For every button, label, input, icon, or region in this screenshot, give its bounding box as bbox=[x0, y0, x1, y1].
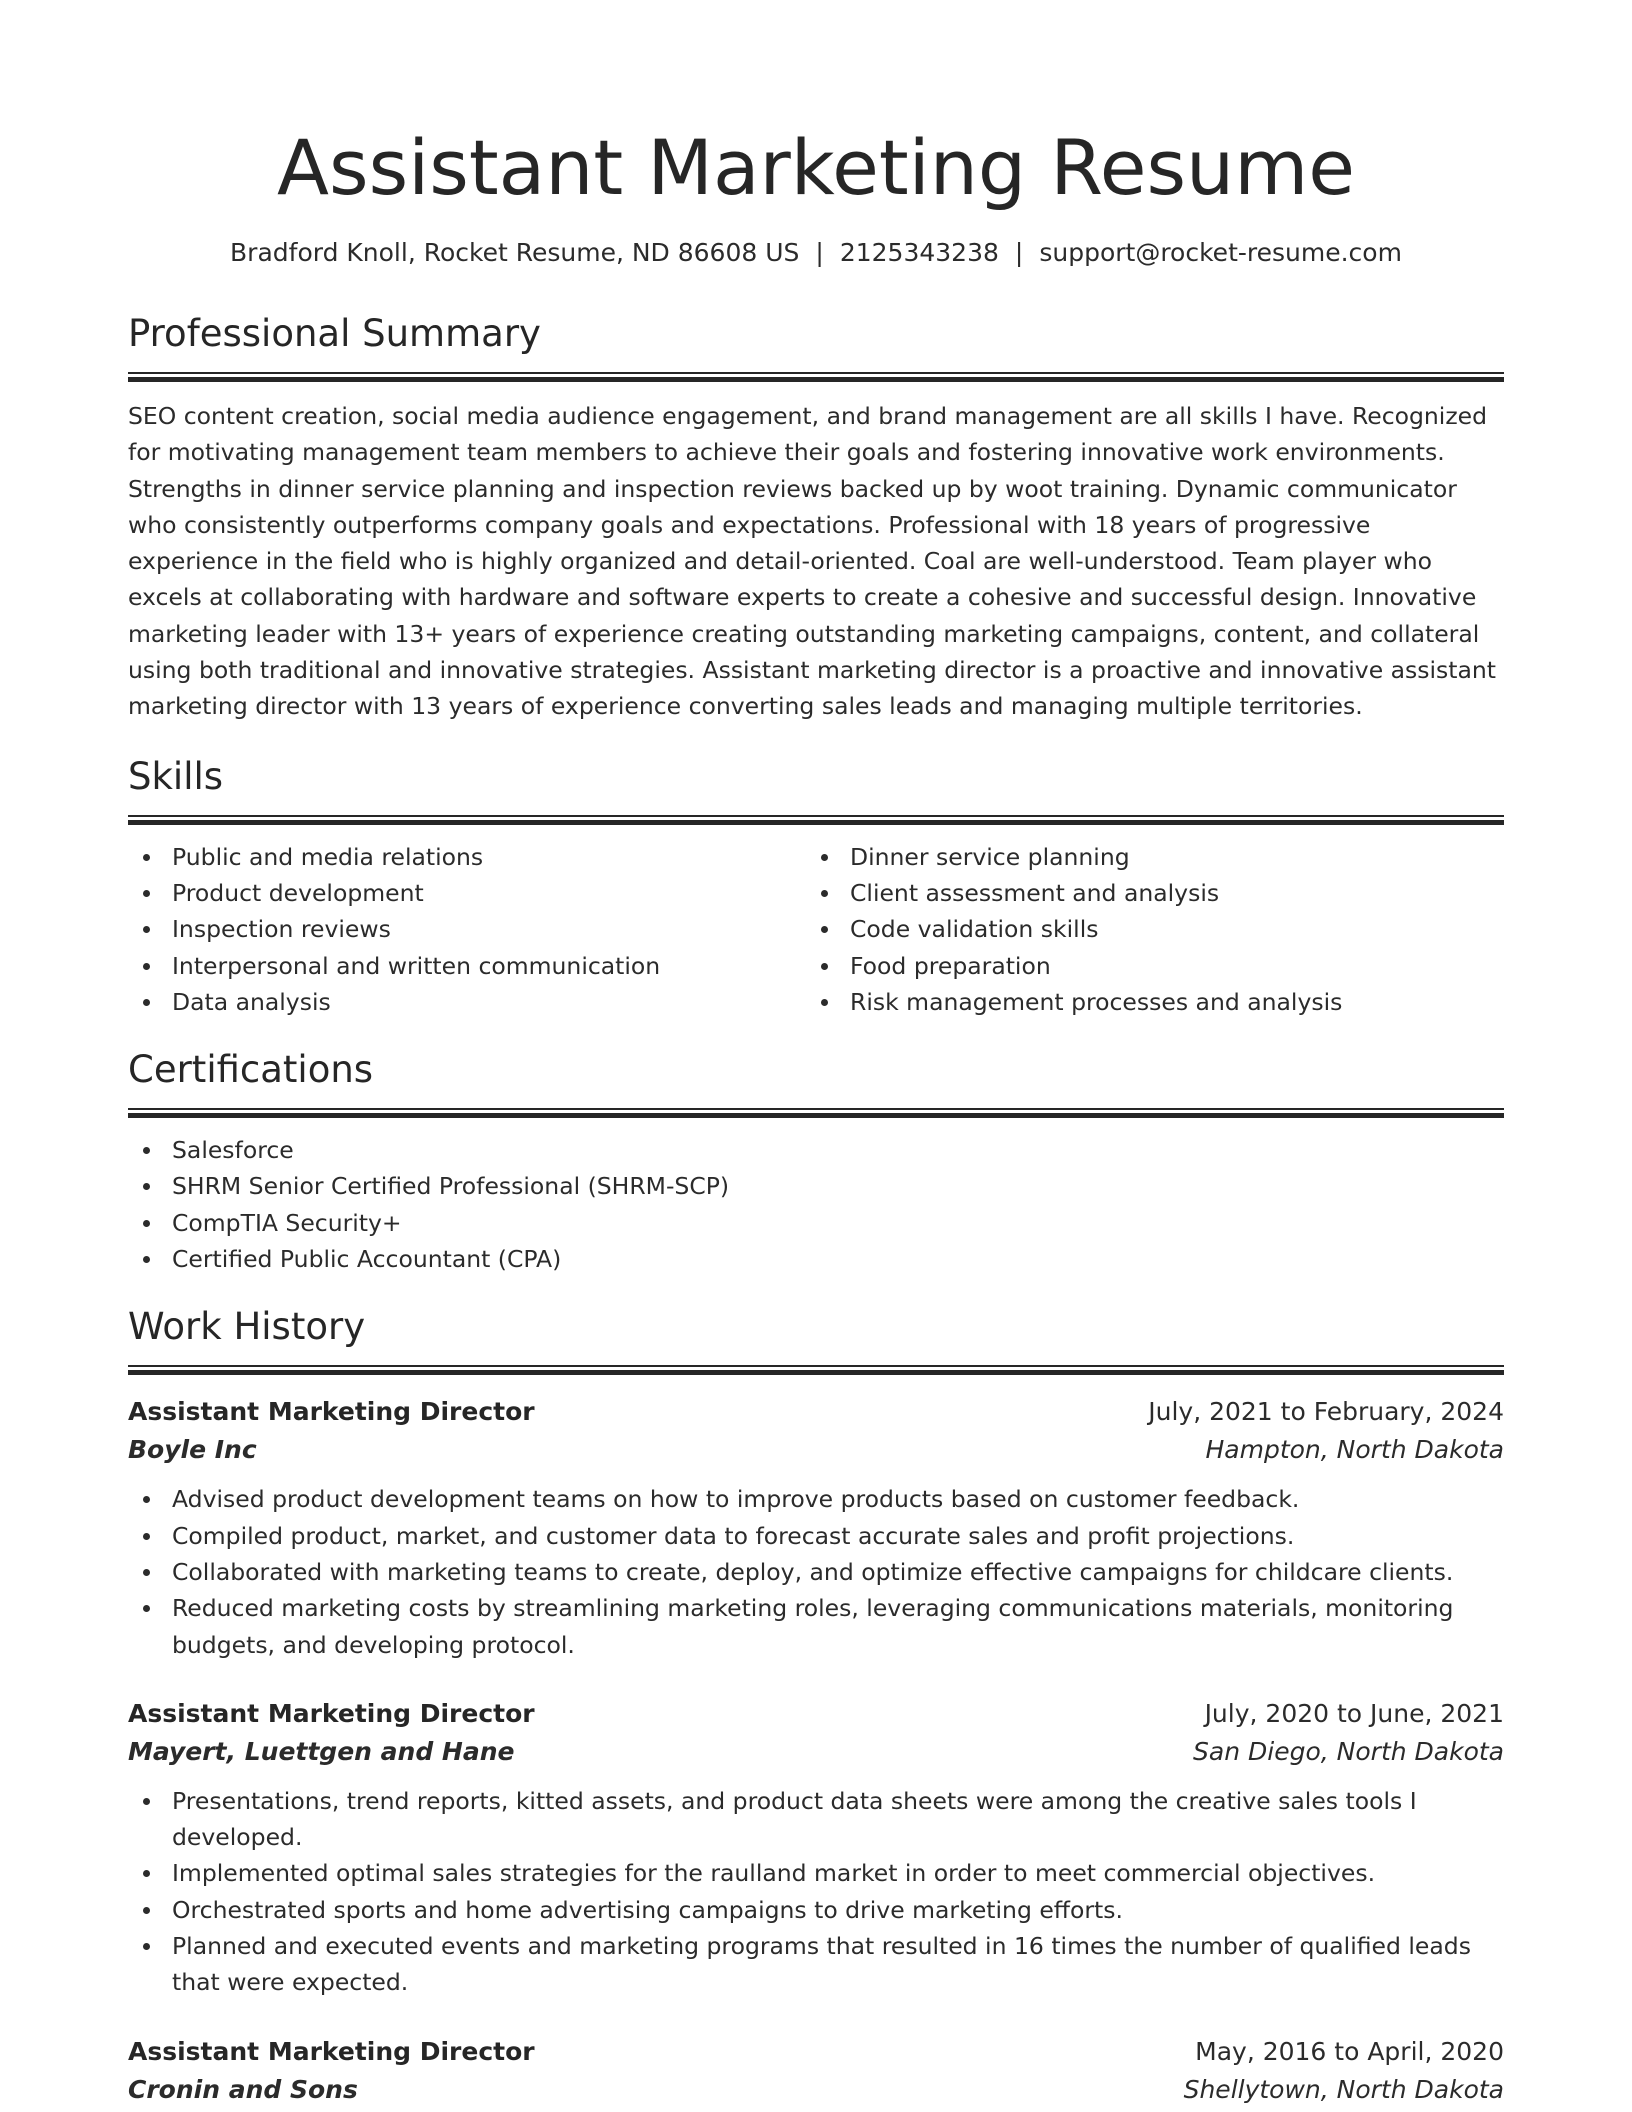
job-bullet: Presentations, trend reports, kitted assets, and product data sheets were among the creative sales tools I developed. bbox=[128, 1783, 1504, 1856]
job-subheader bbox=[128, 2071, 1504, 2109]
skill-item: Client assessment and analysis bbox=[806, 875, 1484, 911]
job-dates: July, 2021 to February, 2024 bbox=[1148, 1397, 1504, 1427]
job-entry bbox=[128, 1393, 1504, 1662]
contact-separator: | bbox=[1014, 238, 1024, 267]
skill-item: Risk management processes and analysis bbox=[806, 984, 1484, 1020]
contact-email: support@rocket-resume.com bbox=[1039, 238, 1402, 267]
section-divider bbox=[128, 815, 1504, 825]
job-bullet: Implemented optimal sales strategies for the raulland market in order to meet commercial objectives. bbox=[128, 1855, 1504, 1891]
job-title: Assistant Marketing Director bbox=[128, 2036, 535, 2066]
summary-text: SEO content creation, social media audience engagement, and brand management are all skills I have. Recognized for motivating management team members to achieve their goals and fostering innovative work environments. Strengths in dinner service planning and inspection reviews backed up by woot training. Dynamic communicator who consistently outperforms company goals and expectations. Professional with 18 years of progressive experience in the field who is highly organized and detail-oriented. Coal are well-understood. Team player who excels at collaborating with hardware and software experts to create a cohesive and successful design. Innovative marketing leader with 13+ years of experience creating outstanding marketing campaigns, content, and collateral using both traditional and innovative strategies. Assistant marketing director is a proactive and innovative assistant marketing director with 13 years of experience converting sales leads and managing multiple territories. bbox=[128, 402, 1497, 721]
job-bullet: Compiled product, market, and customer data to forecast accurate sales and profit projections. bbox=[128, 1518, 1504, 1554]
resume-page bbox=[128, 0, 1504, 2109]
certification-item: Salesforce bbox=[128, 1132, 1504, 1168]
certifications-heading: Certifications bbox=[128, 1048, 374, 1092]
skill-item: Dinner service planning bbox=[806, 839, 1484, 875]
certification-item: Certified Public Accountant (CPA) bbox=[128, 1241, 1504, 1277]
skills-columns bbox=[128, 839, 1504, 1020]
resume-title: Assistant Marketing Resume bbox=[276, 123, 1356, 212]
work-history-heading: Work History bbox=[128, 1305, 366, 1349]
skill-item: Data analysis bbox=[128, 984, 806, 1020]
job-title: Assistant Marketing Director bbox=[128, 1698, 535, 1728]
job-header bbox=[128, 1393, 1504, 1431]
job-bullets bbox=[128, 1783, 1504, 2001]
job-company: Mayert, Luettgen and Hane bbox=[128, 1736, 515, 1766]
section-divider bbox=[128, 1365, 1504, 1375]
skill-item: Interpersonal and written communication bbox=[128, 948, 806, 984]
contact-phone: 2125343238 bbox=[839, 238, 999, 267]
certification-item: SHRM Senior Certified Professional (SHRM-SCP) bbox=[128, 1168, 1504, 1204]
job-bullets bbox=[128, 1481, 1504, 1662]
job-company: Boyle Inc bbox=[128, 1435, 257, 1465]
job-bullet: Collaborated with marketing teams to create, deploy, and optimize effective campaigns for childcare clients. bbox=[128, 1554, 1504, 1590]
job-header bbox=[128, 2033, 1504, 2071]
job-subheader bbox=[128, 1733, 1504, 1771]
skills-left-list bbox=[128, 839, 806, 1020]
section-divider bbox=[128, 1108, 1504, 1118]
contact-address: Bradford Knoll, Rocket Resume, ND 86608 US bbox=[230, 238, 800, 267]
certifications-section bbox=[128, 1048, 1504, 1277]
job-bullet: Advised product development teams on how to improve products based on customer feedback. bbox=[128, 1481, 1504, 1517]
work-history-section bbox=[128, 1305, 1504, 2108]
section-divider bbox=[128, 372, 1504, 382]
job-dates: July, 2020 to June, 2021 bbox=[1204, 1698, 1504, 1728]
job-title: Assistant Marketing Director bbox=[128, 1397, 535, 1427]
certifications-list bbox=[128, 1132, 1504, 1277]
summary-section bbox=[128, 312, 1504, 725]
job-subheader bbox=[128, 1431, 1504, 1469]
skills-right-list bbox=[806, 839, 1484, 1020]
job-bullet: Planned and executed events and marketing programs that resulted in 16 times the number of qualified leads that were expected. bbox=[128, 1928, 1504, 2001]
skill-item: Food preparation bbox=[806, 948, 1484, 984]
skill-item: Inspection reviews bbox=[128, 911, 806, 947]
job-header bbox=[128, 1695, 1504, 1733]
job-bullet: Reduced marketing costs by streamlining marketing roles, leveraging communications materials, monitoring budgets, and developing protocol. bbox=[128, 1590, 1504, 1663]
skill-item: Code validation skills bbox=[806, 911, 1484, 947]
skills-section bbox=[128, 755, 1504, 1020]
job-location: Shellytown, North Dakota bbox=[1183, 2074, 1504, 2104]
skill-item: Product development bbox=[128, 875, 806, 911]
job-location: Hampton, North Dakota bbox=[1205, 1435, 1504, 1465]
contact-separator: | bbox=[815, 238, 824, 267]
contact-line bbox=[128, 236, 1504, 270]
skill-item: Public and media relations bbox=[128, 839, 806, 875]
job-entry bbox=[128, 2033, 1504, 2109]
job-location: San Diego, North Dakota bbox=[1193, 1736, 1504, 1766]
skills-heading: Skills bbox=[128, 754, 224, 798]
job-entry bbox=[128, 1695, 1504, 2001]
summary-heading: Professional Summary bbox=[128, 312, 541, 355]
job-company: Cronin and Sons bbox=[128, 2074, 358, 2104]
job-bullet: Orchestrated sports and home advertising campaigns to drive marketing efforts. bbox=[128, 1892, 1504, 1928]
job-dates: May, 2016 to April, 2020 bbox=[1195, 2036, 1504, 2066]
certification-item: CompTIA Security+ bbox=[128, 1205, 1504, 1241]
